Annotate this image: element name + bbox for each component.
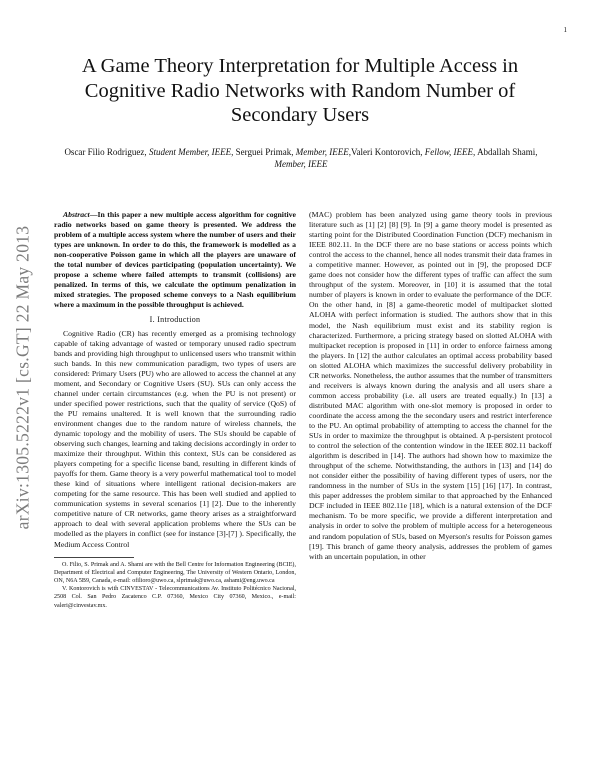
author-name: Abdallah Shami,: [477, 147, 538, 157]
abstract-label: Abstract: [63, 210, 90, 219]
author-role: Student Member, IEEE,: [148, 147, 234, 157]
right-column: [309, 210, 552, 562]
author-role: Member, IEEE,: [295, 147, 351, 157]
arxiv-identifier: arXiv:1305.5222v1 [cs.GT] 22 May 2013: [12, 225, 33, 529]
section-heading: I. Introduction: [149, 315, 201, 325]
arxiv-stamp: [6, 216, 40, 538]
abstract: [54, 210, 296, 310]
left-column: [54, 210, 296, 610]
page-number: 1: [563, 26, 567, 34]
footnote: O. Filio, S. Primak and A. Shami are with the Bell Centre for Information Engineering (BCIE), Department of Electrical and Computer Engineering, The University of Western Ontario, London, ON, N6A 5B9, Canada, e-mail: ofiliorо@uwo.ca, slprimak@uwo.ca, ashami@eng.uwo.ca: [54, 561, 296, 584]
author-name: Serguei Primak,: [235, 147, 294, 157]
author-role: Fellow, IEEE,: [424, 147, 476, 157]
paper-title: A Game Theory Interpretation for Multiple Access in Cognitive Radio Networks with Random Number of Secondary Users: [81, 55, 519, 126]
footnote-divider: [54, 557, 134, 558]
author-name: Valeri Kontorovich,: [350, 147, 423, 157]
author-name: Oscar Filio Rodriguez,: [64, 147, 147, 157]
body-paragraph: (MAC) problem has been analyzed using game theory tools in previous literature such as [1] [2] [8] [9]. In [9] a game theory model is presented as starting point for the Distributed Coordination Function (DCF) mechanism in IEEE 802.11. In the DCF there are no base stations or access points which control the access to the channel, hence all nodes transmit their data frames in a competitive manner. However, as pointed out in [9], the proposed DCF game does not consider how the different types of traffic can affect the sum throughput of the system. Moreover, in [10] it is assumed that the total number of players is known in order to evaluate the performance of the DCF. On the other hand, in [8] a game-theoretic model of multipacket slotted ALOHA with perfect information is studied. The authors show that in this model, the Nash equilibrium must exist and its stability region is characterized. Furthermore, a pricing strategy based on slotted ALOHA with multipacket reception is proposed in [11] in order to enforce fairness among the players. In [12] the author calculates an optimal access probability based on slotted ALOHA which maximizes the successful delivery probability in CR networks. Nonetheless, the author assumes that the number of transmitters and receivers is always known during the analysis and all users share a common access probability (i.e. all users are treated equally.) In [13] a distributed MAC algorithm with one-slot memory is proposed in order to coordinate the access among the the secondary users and restrict interference to the PU. An optimal probability of attempting to access the channel for the SUs in order to maximize the throughput is obtained. A p-persistent protocol to control the selection of the contention window in the IEEE 802.11 backoff algorithm is described in [14]. The authors had shown how to maximize the throughput of the scheme. Notwithstanding, the authors in [13] and [14] do not consider either the possibility of having different types of users, nor the randomness in the number of SUs in the system [15] [16] [17]. In contrast, this paper addresses the problem similar to that approached by the Enhanced DCF included in IEEE 802.11e [18], which is a natural extension of the DCF mechanism. To be more specific, we provide a different interpretation and analysis in order to solve the problem of multiple access for a heterogeneous and random population of SUs, based on Myerson's results for Poisson games [19]. This branch of game theory analysis, addresses the problem of games with an uncertain population, in other: [309, 210, 552, 561]
footnote: V. Kontorovich is with CINVESTAV - Telecommunications Av. Instituto Politécnico Nacional, 2508 Col. San Pedro Zacatenco C.P. 07360, Mexico City 07360, Mexico., e-mail: valeri@cinvestav.mx.: [54, 586, 296, 609]
abstract-text: —In this paper a new multiple access algorithm for cognitive radio networks based on game theory is presented. We address the problem of a multiple access system where the number of users and their types are unknown. In order to do this, the framework is modelled as a non-cooperative Poisson game in which all the players are unaware of the total number of devices participating (population uncertainty). We propose a scheme where failed attempts to transmit (collisions) are penalized. In terms of this, we calculate the optimum penalization in mixed strategies. The proposed scheme conveys to a Nash equilibrium where a maximum in the possible throughput is achieved.: [54, 210, 296, 310]
body-paragraph: Cognitive Radio (CR) has recently emerged as a promising technology capable of taking advantage of wasted or temporary unused radio spectrum bands and providing high throughput to unlicensed users who transmit within such bands. In this new communication paradigm, two types of users are considered: Primary Users (PU) who are allowed to access the channel at any moment, and Secondary or Cognitive Users (SU). SUs can only access the channel under certain circumstances (e.g. when the PU is not present) or under specified power restrictions, such that the quality of service (QoS) of the PU remains unaltered. It is well known that the surrounding radio environment changes due to the random nature of wireless channels, the dynamic topology and the mobility of users. The SUs should be capable of observing such changes, learning and taking decisions accordingly in order to maximize their throughput. Within this context, SUs can be considered as players competing for a specific license band, resulting in different kinds of payoffs for them. Game theory is a very powerful mathematical tool to model these kind of situations where intelligent rational decision-makers are competing for the same resource. This has been well studied and applied to communication systems in several scenarios [1] [2]. Due to the inherently competitive nature of CR networks, game theory arises as a straightforward approach to deal with several application problems where the SUs can be modelled as the players in conflict (see for instance [3]-[7] ). Specifically, the Medium Access Control: [54, 328, 296, 549]
author-list: [54, 146, 548, 170]
author-role: Member, IEEE: [274, 159, 328, 169]
